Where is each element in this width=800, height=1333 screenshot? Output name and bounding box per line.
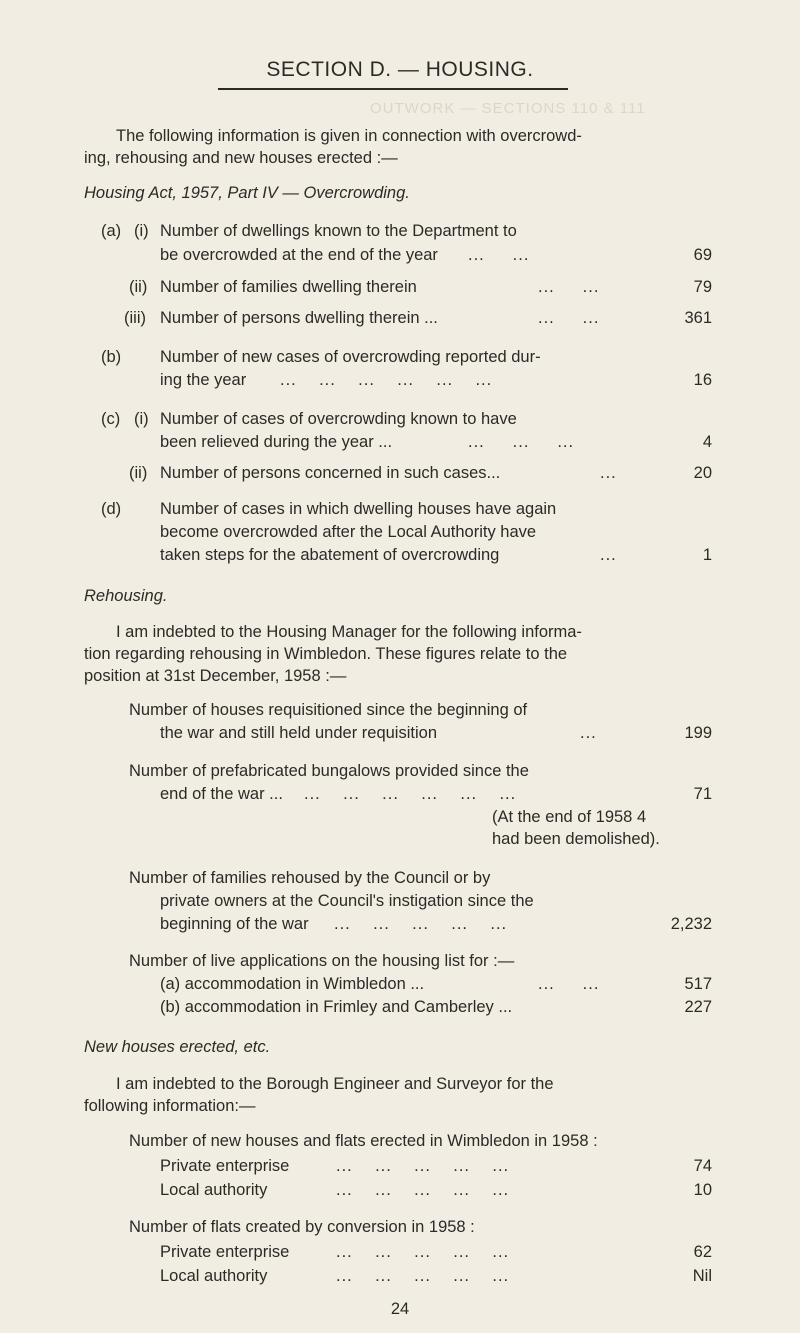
new-houses-para-line2: following information:— bbox=[84, 1097, 256, 1115]
leader-dots: ... ... ... ... ... ... bbox=[280, 371, 493, 389]
item-d-label: (d) bbox=[101, 500, 122, 518]
rehousing-heading: Rehousing. bbox=[84, 587, 168, 605]
page-number: 24 bbox=[390, 1300, 410, 1318]
item-c-i-line1: Number of cases of overcrowding known to have bbox=[160, 410, 517, 428]
applications-a-value: 517 bbox=[684, 975, 712, 993]
new-houses-heading: New houses erected, etc. bbox=[84, 1038, 271, 1056]
conversion-local-label: Local authority bbox=[160, 1267, 268, 1285]
leader-dots: ... bbox=[600, 464, 617, 482]
new-houses-para-line1: I am indebted to the Borough Engineer and Surveyor for the bbox=[116, 1075, 554, 1093]
erected-private-label: Private enterprise bbox=[160, 1157, 290, 1175]
rehousing-para-line3: position at 31st December, 1958 :— bbox=[84, 667, 347, 685]
item-b-line2: ing the year bbox=[160, 371, 247, 389]
item-d-value: 1 bbox=[702, 546, 712, 564]
item-a-iii-label: (iii) bbox=[124, 309, 146, 327]
rehousing-para-line1: I am indebted to the Housing Manager for the following informa- bbox=[116, 623, 582, 641]
item-c-i-value: 4 bbox=[702, 433, 712, 451]
conversion-private-label: Private enterprise bbox=[160, 1243, 290, 1261]
item-c-i-label: (i) bbox=[134, 410, 149, 428]
leader-dots: ... ... bbox=[538, 278, 600, 296]
item-a-iii-value: 361 bbox=[684, 309, 712, 327]
applications-b-value: 227 bbox=[684, 998, 712, 1016]
item-a-ii-value: 79 bbox=[693, 278, 712, 296]
item-a-i-line2: be overcrowded at the end of the year bbox=[160, 246, 438, 264]
item-c-ii-text: Number of persons concerned in such cases... bbox=[160, 464, 501, 482]
item-d-line1: Number of cases in which dwelling houses have again bbox=[160, 500, 557, 518]
prefab-line2: end of the war ... bbox=[160, 785, 283, 803]
applications-a: (a) accommodation in Wimbledon ... bbox=[160, 975, 425, 993]
item-c-ii-value: 20 bbox=[693, 464, 712, 482]
item-c-i-line2: been relieved during the year ... bbox=[160, 433, 393, 451]
bleed-through-text: OUTWORK — SECTIONS 110 & 111 bbox=[370, 100, 646, 117]
leader-dots: ... bbox=[600, 546, 617, 564]
item-a-i-line1: Number of dwellings known to the Department to bbox=[160, 222, 517, 240]
rehousing-para-line2: tion regarding rehousing in Wimbledon. These figures relate to the bbox=[84, 645, 568, 663]
leader-dots: ... ... ... ... ... bbox=[334, 915, 508, 933]
prefab-value: 71 bbox=[693, 785, 712, 803]
leader-dots: ... ... ... ... ... bbox=[336, 1267, 510, 1285]
leader-dots: ... ... bbox=[538, 975, 600, 993]
item-a-i-value: 69 bbox=[693, 246, 712, 264]
leader-dots: ... ... ... bbox=[468, 433, 575, 451]
erected-line: Number of new houses and flats erected in Wimbledon in 1958 : bbox=[129, 1132, 598, 1150]
conversion-local-value: Nil bbox=[692, 1267, 712, 1285]
item-d-line3: taken steps for the abatement of overcrowding bbox=[160, 546, 500, 564]
requisitioned-line1: Number of houses requisitioned since the beginning of bbox=[129, 701, 528, 719]
erected-local-label: Local authority bbox=[160, 1181, 268, 1199]
item-d-line2: become overcrowded after the Local Authority have bbox=[160, 523, 537, 541]
item-a-i-label: (i) bbox=[134, 222, 149, 240]
overcrowding-heading: Housing Act, 1957, Part IV — Overcrowding. bbox=[84, 184, 410, 202]
requisitioned-value: 199 bbox=[684, 724, 712, 742]
item-a-label: (a) bbox=[101, 222, 122, 240]
prefab-line1: Number of prefabricated bungalows provided since the bbox=[129, 762, 529, 780]
item-c-label: (c) bbox=[101, 410, 121, 428]
item-b-value: 16 bbox=[693, 371, 712, 389]
families-line1: Number of families rehoused by the Council or by bbox=[129, 869, 491, 887]
intro-line-2: ing, rehousing and new houses erected :— bbox=[84, 149, 398, 167]
leader-dots: ... ... ... ... ... ... bbox=[304, 785, 517, 803]
families-line2: private owners at the Council's instigation since the bbox=[160, 892, 534, 910]
erected-local-value: 10 bbox=[693, 1181, 712, 1199]
leader-dots: ... bbox=[580, 724, 597, 742]
prefab-note-line2: had been demolished). bbox=[492, 830, 660, 848]
applications-line: Number of live applications on the housing list for :— bbox=[129, 952, 515, 970]
leader-dots: ... ... ... ... ... bbox=[336, 1243, 510, 1261]
erected-private-value: 74 bbox=[693, 1157, 712, 1175]
leader-dots: ... ... bbox=[538, 309, 600, 327]
families-line3: beginning of the war bbox=[160, 915, 309, 933]
conversion-line: Number of flats created by conversion in 1958 : bbox=[129, 1218, 475, 1236]
item-c-ii-label: (ii) bbox=[129, 464, 148, 482]
item-b-line1: Number of new cases of overcrowding reported dur- bbox=[160, 348, 541, 366]
section-title: SECTION D. — HOUSING. bbox=[266, 58, 534, 81]
conversion-private-value: 62 bbox=[693, 1243, 712, 1261]
item-a-ii-text: Number of families dwelling therein bbox=[160, 278, 417, 296]
applications-b: (b) accommodation in Frimley and Camberley ... bbox=[160, 998, 513, 1016]
item-a-iii-text: Number of persons dwelling therein ... bbox=[160, 309, 438, 327]
leader-dots: ... ... ... ... ... bbox=[336, 1181, 510, 1199]
leader-dots: ... ... ... ... ... bbox=[336, 1157, 510, 1175]
families-value: 2,232 bbox=[670, 915, 712, 933]
item-a-ii-label: (ii) bbox=[129, 278, 148, 296]
requisitioned-line2: the war and still held under requisition bbox=[160, 724, 437, 742]
title-underline bbox=[218, 88, 568, 90]
intro-line-1: The following information is given in connection with overcrowd- bbox=[116, 127, 582, 145]
leader-dots: ... ... bbox=[468, 246, 530, 264]
item-b-label: (b) bbox=[101, 348, 122, 366]
prefab-note-line1: (At the end of 1958 4 bbox=[492, 808, 647, 826]
